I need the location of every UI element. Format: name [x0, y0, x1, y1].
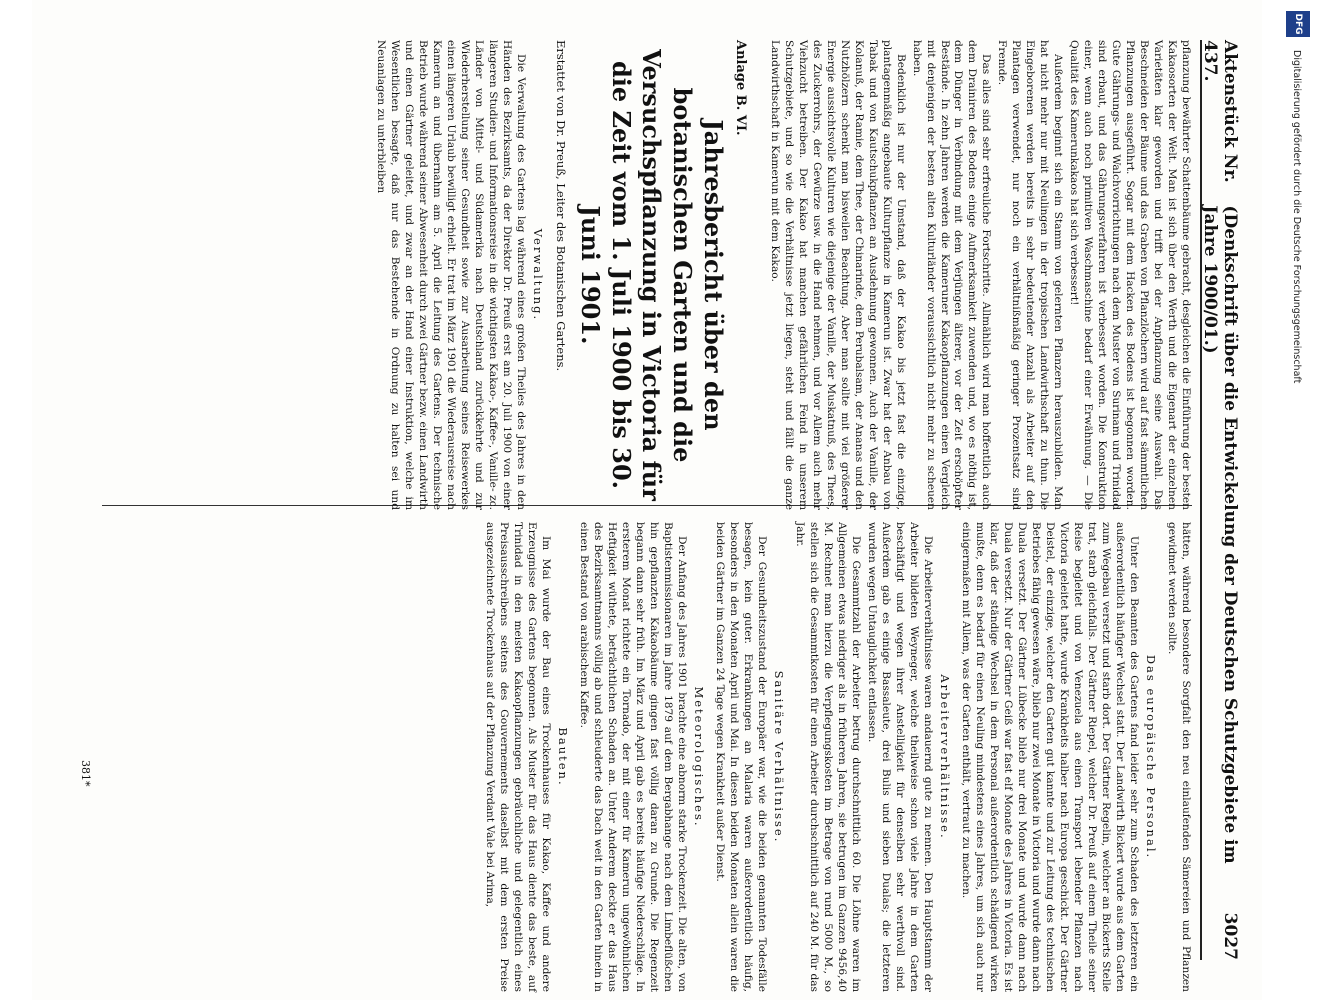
digitization-note: Digitalisierung gefördert durch die Deutsche Forschungsgemeinschaft [1291, 50, 1302, 384]
paragraph: Die Verwaltung des Gartens lag während eines großen Theiles des Jahres in den Händen des Bezirksamts, da der Direktor Dr. Preuß erst am 20. Juli 1900 von einer längeren Studien- und Informationsreise in die wichtigsten Kakao-, Kaffee-, Vanille- zc. Länder von Mittel- und Südamerika nach Deutschland zurückkehrte und zur Wiederherstellung seiner Gesundheit sowie zur Ausarbeitung seines Reisewerkes einen längeren Urlaub bewilligt erhielt. Er trat im März 1901 die Wiederausreise nach Kamerun an und übernahm am 5. April die Leitung des Gartens. Der technische Betrieb wurde während seiner Abwesenheit durch zwei Gärtner bezw. einen Landwirth und einen Gärtner geleitet, und zwar an der Hand einer Instruktion, welche im Wesentlichen besagte, daß nur das Bestehende in Ordnung zu halten sei und Neuanlagen zu unterbleiben [375, 40, 527, 510]
section-heading-arbeiter: Arbeiterverhältnisse. [938, 674, 953, 840]
page-header [1200, 40, 1240, 960]
section-heading-verwaltung: Verwaltung. [531, 228, 546, 322]
section-heading-sanitaer: Sanitäre Verhältnisse. [772, 670, 787, 844]
paragraph: Unter den Beamten des Gartens fand leider sehr zum Schaden des letzteren ein außerordentlich häufiger Wechsel statt. Der Landwirth Bickert wurde aus dem Garten zum Wegebau versetzt und starb dort. Der Gärtner Regelin, welcher an Bickerts Stelle trat, starb gleichfalls. Der Gärtner Riepel, welcher Dr. Preuß auf einem Theile seiner Reise begleitet und von Venezuela aus einen Transport lebender Pflanzen nach Victoria geleitet hatte, wurde Krankheits halber nach Europa geschickt. Der Gärtner Deistel, der einzige, welcher den Garten gut kannte und zur Leitung des technischen Betriebes fähig gewesen wäre, blieb nur zwei Monate in Victoria und wurde dann nach Duala versetzt. Der Gärtner Lübecke blieb nur drei Monate und wurde dann nach Duala versetzt. Nur der Gärtner Geiß war fast elf Monate des Jahres in Victoria. Es ist klar, daß der ständige Wechsel in dem Personal außerordentlich schädigend wirken mußte, denn es bedarf für einen Neuling mindestens eines Jahres, um sich auch nur einigermaßen mit Allem, was der Garten enthält, vertraut zu machen. [960, 522, 1140, 992]
paragraph: pflanzung bewährter Schattenbäume gebracht, desgleichen die Einführung der besten Kakaosorten der Welt. Man ist sich über den Werth und die Eigenart der einzelnen Varietäten klar geworden und trifft bei der Anpflanzung seine Auswahl. Das Beschneiden der Bäume und das Graben von Pflanzlöchern wird auf fast sämmtlichen Pflanzungen ausgeführt. Sogar mit dem Hacken des Bodens ist begonnen worden. Gute Gährungs- und Walchvorrichtungen nach dem Muster von Surinam und Trinidad sind erbaut, und das Gährungsverfahren ist verbessert worden. Die Konstruktion einer, wenn auch noch primitiven Waschmaschine bedarf einer Erwähnung. — Die Qualität des Kamerunkakaos hat sich verbessert! [1068, 40, 1192, 510]
report-author: Erstattet von Dr. Preuß, Leiter des Botanischen Gartens. [554, 40, 569, 372]
dfg-logo: DFG [1286, 11, 1310, 37]
header-page-number: 3027 [1220, 912, 1240, 960]
paragraph: Im Mai wurde der Bau eines Trockenhauses für Kakao, Kaffee und andere Erzeugnisse des Gartens begonnen. Als Muster für das Haus diente das beste, auf Trinidad in den meisten Kakaopflanzungen gebräuchliche und gelegentlich eines Preisausschreibens seitens des Gouvernements daselbst mit dem ersten Preise ausgezeichnete Trockenhaus auf der Pflanzung Verdant Vale bei Arima, [484, 522, 553, 992]
document-page [32, 0, 1262, 1000]
paragraph: Bedenklich ist nur der Umstand, daß der Kakao bis jetzt fast die einzige, plantagenmäßig angebaute Kulturpflanze in Kamerun ist. Zwar hat der Anbau von Tabak und von Kautschukpflanzen an Ausdehnung gewonnen. Auch der Vanille, der Kolanuß, der Ramie, dem Thee, der Chinarinde, dem Perubalsam, der Ananas und den Nutzhölzern schenkt man bisweilen Beachtung. Aber man sollte mit viel größerer Energie aussichtsvolle Kulturen wie diejenige der Vanille, der Muskatnuß, des Thees, des Zuckerrohrs, der Gewürze usw. in die Hand nehmen, und vor Allem auch mehr Viehzucht betreiben. Der Kakao hat manchen gefährlichen Feind in unserem Schutzgebiete, und so wie die Verhältnisse jetzt liegen, steht und fällt die ganze Landwirthschaft in Kamerun mit dem Kakao. [768, 40, 907, 510]
section-heading-meteorologisches: Meteorologisches. [692, 686, 707, 828]
paragraph: Außerdem beginnt sich ein Stamm von gelernten Pflanzern herauszubilden. Man hat nicht mehr nur mit Neulingen in der tropischen Landwirthschaft zu thun. Die Eingeborenen werden bereits in sehr bedeutender Anzahl als Arbeiter auf den Plantagen verwendet, nur noch ein verhältnißmäßig geringer Prozentsatz sind Fremde. [996, 40, 1065, 510]
section-heading-bauten: Bauten. [556, 727, 571, 787]
report-title: Jahresbericht über den botanischen Garten und die Versuchspflanzung in Victoria für die Zeit vom 1. Juli 1900 bis 30. Juni 1901. [575, 49, 728, 501]
left-column [371, 40, 1192, 510]
paragraph: Der Anfang des Jahres 1901 brachte eine abnorm starke Trockenzeit. Die alten, von Baptistenmissionaren im Jahre 1879 auf dem Bergabhange nach dem Limbeflüßchen hin gepflanzten Kakaobäume gingen fast völlig daran zu Grunde. Die Regenzeit begann dann sehr früh. Im März und April gab es bereits häufige Niederschläge. In ersterem Monat richtete ein Tornado, der mit einer für Kamerun ungewöhnlichen Heftigkeit wüthete, beträchtlichen Schaden an. Unter Anderem deckte er das Haus des Bezirksamtmanns völlig ab und schleuderte das Dach weit in den Garten hinein in einen Bestand von arabischem Kaffee. [578, 522, 689, 992]
appendix-label: Anlage B. VI. [732, 40, 748, 136]
page-footer-signature: 381* [79, 760, 92, 787]
paragraph: Das alles sind sehr erfreuliche Fortschritte. Allmählich wird man hoffentlich auch dem Drainiren des Bodens einige Aufmerksamkeit zuwenden und, wo es nöthig ist, dem Dünger in Verbindung mit dem Verjüngen älterer, vor der Zeit erschöpfter Bestände. In zehn Jahren werden die Kameruner Kakaopflanzungen einen Vergleich mit denjenigen der besten alten Kulturländer voraussichtlich nicht mehr zu scheuen haben. [910, 40, 993, 510]
header-aktenstueck: Aktenstück Nr. 437. [1200, 40, 1240, 183]
paragraph: Der Gesundheitszustand der Europäer war, wie die beiden genannten Todesfälle besagen, kein guter. Erkrankungen an Malaria waren außerordentlich häufig, besonders in den Monaten April und Mai. In diesen beiden Monaten allein waren die beiden Gärtner im Ganzen 24 Tage wegen Krankheit außer Dienst. [714, 522, 769, 992]
right-column [480, 522, 1192, 992]
paragraph: Die Arbeiterverhältnisse waren andauernd gute zu nennen. Den Hauptstamm der Arbeiter bildeten Weyneger, welche theilweise schon viele Jahre in dem Garten beschäftigt und wegen ihrer Anstelligkeit für denselben sehr werthvoll sind. Außerdem gab es einige Bassaleute, drei Bulis und sieben Dualas; die letzteren wurden wegen Untauglichkeit entlassen. [866, 522, 935, 992]
paragraph: Die Gesammtzahl der Arbeiter betrug durchschnittlich 60. Die Löhne waren im Allgemeinen etwas niedriger als in früheren Jahren, sie betrugen im Ganzen 9456,40 M. Rechnet man hierzu die Verpflegungskosten im Betrage von rund 5000 M., so stellen sich die Gesammtkosten für einen Arbeiter durchschnittlich auf 240 M. für das Jahr. [794, 522, 863, 992]
paragraph: hätten, während besondere Sorgfalt den neu einlaufenden Sämereien und Pflanzen gewidmet werden sollte. [1166, 522, 1192, 992]
header-title: (Denkschrift über die Entwickelung der Deutschen Schutzgebiete im Jahre 1900/01.) [1200, 205, 1240, 864]
section-heading-personal: Das europäische Personal. [1144, 654, 1159, 860]
